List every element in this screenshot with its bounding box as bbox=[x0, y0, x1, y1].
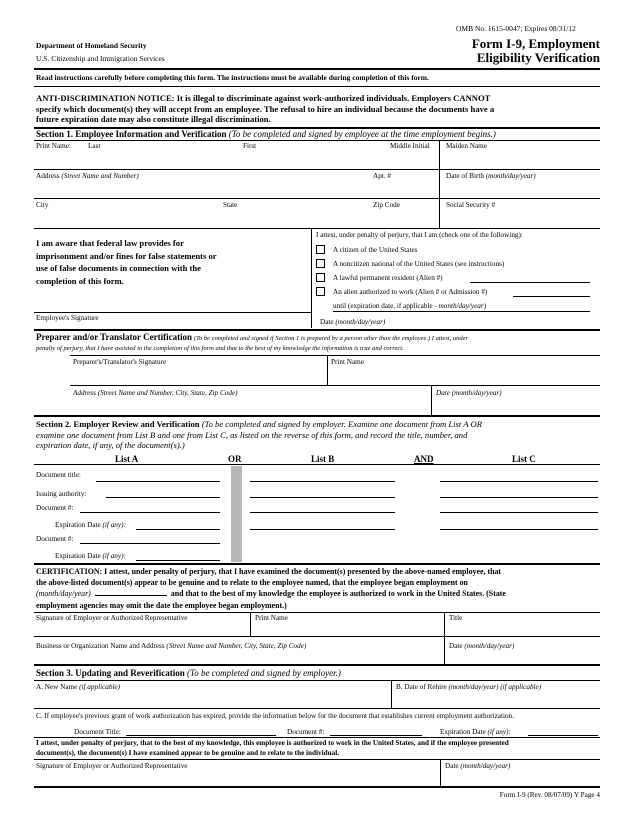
address-hint: (Street Name and Number) bbox=[61, 172, 139, 180]
reverify-signature-label: Signature of Employer or Authorized Representative bbox=[36, 762, 188, 770]
cert-divider bbox=[444, 612, 445, 664]
permanent-resident-label: A lawful permanent resident (Alien #) bbox=[333, 274, 443, 282]
employer-date-hint: (month/day/year) bbox=[464, 642, 515, 650]
aware-line3: use of false documents in connection with the bbox=[36, 263, 201, 274]
notice-lead: ANTI-DISCRIMINATION NOTICE: bbox=[36, 93, 175, 103]
employer-date-label bbox=[449, 642, 514, 650]
until-expiration bbox=[333, 302, 486, 310]
reverify-doc-number-line[interactable] bbox=[330, 735, 422, 736]
section2-subtitle3: expiration date, if any, of the document(s).) bbox=[36, 440, 185, 450]
section3-header bbox=[36, 668, 341, 678]
state-label: State bbox=[223, 201, 238, 209]
section3-attest-line2: document(s), the document(s) I have examined appear to be genuine and to relate to the individual. bbox=[36, 748, 340, 757]
exp-date2-label bbox=[55, 552, 126, 560]
list-b-heading: List B bbox=[311, 454, 335, 464]
preparer-header bbox=[36, 332, 602, 342]
dob-label bbox=[446, 172, 536, 180]
list-a-exp2-line[interactable] bbox=[136, 560, 220, 561]
preparer-signature-label: Preparer's/Translator's Signature bbox=[73, 358, 167, 366]
section3-divider bbox=[391, 680, 392, 708]
exp-date2-hint: (if any): bbox=[102, 552, 126, 560]
section3-title-rule bbox=[34, 680, 600, 681]
section3-divider bbox=[440, 759, 441, 786]
notice-line1: It is illegal to discriminate against work-authorized individuals. Employers CANNOT bbox=[174, 93, 491, 103]
rehire-date-text: B. Date of Rehire bbox=[396, 683, 447, 691]
row-rule bbox=[34, 169, 600, 170]
list-b-issuing-line[interactable] bbox=[250, 497, 395, 498]
certification-line1: CERTIFICATION: I attest, under penalty of perjury, that I have examined the document(s) presented by the above-named employee, that bbox=[36, 567, 502, 576]
attest-statement: I attest, under penalty of perjury, that I am (check one of the following): bbox=[316, 231, 523, 239]
admission-number-line[interactable] bbox=[513, 296, 590, 297]
preparer-rule bbox=[70, 385, 600, 386]
employer-date-text: Date bbox=[449, 642, 463, 650]
doc-number-label: Document #: bbox=[36, 504, 74, 512]
list-c-doc-number-line[interactable] bbox=[440, 512, 598, 513]
until-text: until (expiration date, if applicable - bbox=[333, 302, 439, 310]
notice-line3: future expiration date may also constitute illegal discrimination. bbox=[36, 114, 271, 124]
preparer-subtitle1: (To be completed and signed if Section 1 is prepared by a person other than the employee.) I attest, under bbox=[193, 335, 469, 342]
business-address-text: Business or Organization Name and Address bbox=[36, 642, 165, 650]
until-close: ) bbox=[483, 302, 487, 310]
ssn-label: Social Security # bbox=[446, 201, 496, 209]
employee-signature-label: Employee's Signature bbox=[36, 314, 99, 322]
employee-date-text: Date bbox=[320, 318, 334, 326]
business-address-hint: (Street Name and Number, City, State, Zip Code) bbox=[166, 642, 307, 650]
section2-title: Section 2. Employer Review and Verification bbox=[36, 419, 200, 429]
dob-label-text: Date of Birth bbox=[446, 172, 484, 180]
list-b-doc-title-line[interactable] bbox=[250, 481, 395, 482]
section3-rule bbox=[34, 737, 600, 738]
form-title-line1: Form I-9, Employment bbox=[471, 36, 600, 51]
middle-initial-label: Middle Initial bbox=[390, 142, 430, 150]
until-hint: month/day/year bbox=[438, 302, 484, 310]
aware-line1: I am aware that federal law provides for bbox=[36, 238, 184, 248]
list-a-issuing-line[interactable] bbox=[106, 497, 220, 498]
last-name-label: Last bbox=[88, 142, 101, 150]
header-divider bbox=[34, 68, 600, 70]
list-c-heading: List C bbox=[512, 454, 536, 464]
exp-date-text: Expiration Date bbox=[55, 521, 101, 529]
reverify-date-label bbox=[445, 762, 510, 770]
and-heading: AND bbox=[414, 454, 434, 464]
reverify-doc-title-label: Document Title: bbox=[74, 728, 121, 736]
rehire-date-label bbox=[396, 683, 541, 691]
section2-subtitle2: examine one document from List B and one from List C, as listed on the reverse of this form, and record the title, number, and bbox=[36, 429, 468, 440]
instructions-divider bbox=[34, 86, 600, 87]
exp-date2-text: Expiration Date bbox=[55, 552, 101, 560]
preparer-date-divider bbox=[431, 385, 432, 415]
certification-line3: and that to the best of my knowledge the employee is authorized to work in the United States. (State bbox=[170, 589, 506, 599]
preparer-subtitle2: penalty of perjury, that I have assisted in the completion of this form and that to the best of my knowledge the information is true and correct. bbox=[36, 345, 404, 352]
preparer-rule bbox=[70, 355, 600, 356]
attest-column-divider bbox=[311, 228, 312, 328]
section1-header bbox=[36, 129, 496, 139]
omb-number: OMB No. 1615-0047; Expires 08/31/12 bbox=[456, 24, 576, 33]
section2-header bbox=[36, 419, 602, 451]
cert-rule bbox=[34, 612, 600, 613]
awareness-statement bbox=[36, 237, 306, 287]
department-name: Department of Homeland Security bbox=[36, 41, 147, 50]
form-bottom-rule bbox=[34, 786, 600, 788]
citizen-checkbox[interactable] bbox=[316, 245, 325, 254]
print-name-label: Print Name: bbox=[36, 142, 71, 150]
noncitizen-national-checkbox[interactable] bbox=[316, 259, 325, 268]
list-a-exp-line[interactable] bbox=[136, 529, 220, 530]
aware-line4: completion of this form. bbox=[36, 275, 124, 286]
zip-label: Zip Code bbox=[373, 201, 400, 209]
maiden-name-input[interactable] bbox=[446, 154, 596, 168]
reverify-exp-text: Expiration Date bbox=[440, 728, 486, 736]
reverify-date-hint: (month/day/year) bbox=[460, 762, 511, 770]
rehire-date-hint: (month/day/year) (if applicable) bbox=[448, 683, 542, 691]
row-rule bbox=[34, 228, 600, 229]
list-separator-shade bbox=[231, 466, 242, 562]
section3-attest-line1: I attest, under penalty of perjury, that to the best of my knowledge, this employee is authorized to work in the United States, and if the employee presented bbox=[36, 739, 509, 747]
list-a-doc-number2-line[interactable] bbox=[80, 543, 220, 544]
preparer-divider bbox=[327, 355, 328, 385]
certification-text bbox=[36, 566, 602, 611]
cert-divider bbox=[250, 612, 251, 636]
preparer-top-rule bbox=[34, 329, 600, 331]
section3-title: Section 3. Updating and Reverification bbox=[36, 668, 185, 678]
list-c-issuing-line[interactable] bbox=[440, 497, 598, 498]
section3-subtitle: (To be completed and signed by employer.) bbox=[187, 668, 341, 678]
maiden-name-label: Maiden Name bbox=[446, 142, 487, 150]
alien-number-line[interactable] bbox=[470, 282, 590, 283]
form-title-line2: Eligibility Verification bbox=[476, 50, 600, 65]
last-name-input[interactable] bbox=[36, 154, 439, 168]
citizen-option-label: A citizen of the United States bbox=[333, 246, 418, 254]
section1-title-rule bbox=[34, 140, 600, 141]
dob-hint: (month/day/year) bbox=[485, 172, 536, 180]
new-name-hint: (if applicable) bbox=[79, 683, 121, 691]
alien-authorized-label: An alien authorized to work (Alien # or Admission #) bbox=[333, 288, 488, 296]
employer-print-name-label: Print Name bbox=[255, 614, 288, 622]
reverify-doc-title-line[interactable] bbox=[126, 735, 276, 736]
address-input[interactable] bbox=[36, 182, 366, 196]
certification-line4: employment agencies may omit the date the employee began employment.) bbox=[36, 600, 287, 610]
right-column-divider bbox=[439, 140, 440, 228]
anti-discrimination-notice bbox=[36, 93, 602, 125]
doc-title-label: Document title: bbox=[36, 471, 81, 479]
or-heading: OR bbox=[228, 454, 242, 464]
section3-top-rule bbox=[34, 664, 600, 666]
list-b-doc-number-line[interactable] bbox=[250, 512, 395, 513]
certification-date-hint: (month/day/year) bbox=[36, 589, 91, 599]
preparer-date-label: Date (month/day/year) bbox=[436, 389, 502, 397]
list-c-exp-line[interactable] bbox=[440, 529, 598, 530]
first-name-label: First bbox=[243, 142, 257, 150]
noncitizen-option-label: A noncitizen national of the United States (see instructions) bbox=[333, 260, 505, 268]
row-rule bbox=[34, 198, 600, 199]
section2-subtitle1: (To be completed and signed by employer. Examine one document from List A OR bbox=[199, 419, 482, 429]
reverify-exp-hint: (if any): bbox=[487, 728, 511, 736]
apt-label: Apt. # bbox=[373, 172, 391, 180]
employer-signature-label: Signature of Employer or Authorized Representative bbox=[36, 614, 188, 622]
business-address-label bbox=[36, 642, 306, 650]
permanent-resident-checkbox[interactable] bbox=[316, 273, 325, 282]
list-b-exp-line[interactable] bbox=[250, 529, 395, 530]
list-a-heading: List A bbox=[115, 454, 139, 464]
new-name-label bbox=[36, 683, 120, 691]
section3-rule bbox=[34, 759, 600, 760]
reverification-instruction: C. If employee's previous grant of work authorization has expired, provide the information below for the document that establishes current employment authorization. bbox=[36, 712, 514, 720]
expiration-line[interactable] bbox=[333, 311, 590, 312]
cert-rule bbox=[34, 636, 600, 637]
address-label-text: Address bbox=[36, 172, 60, 180]
employee-signature-input[interactable] bbox=[36, 298, 306, 311]
signature-rule bbox=[34, 312, 311, 313]
doc-number2-label: Document #: bbox=[36, 535, 74, 543]
address-label bbox=[36, 172, 139, 180]
new-name-text: A. New Name bbox=[36, 683, 78, 691]
exp-date-label bbox=[55, 521, 126, 529]
list-a-doc-title-line[interactable] bbox=[96, 481, 220, 482]
preparer-title: Preparer and/or Translator Certification bbox=[36, 332, 193, 342]
issuing-authority-label: Issuing authority: bbox=[36, 490, 87, 498]
section1-title: Section 1. Employee Information and Verification bbox=[36, 129, 227, 139]
section3-rule bbox=[34, 708, 600, 709]
section1-subtitle: (To be completed and signed by employee at the time employment begins.) bbox=[228, 129, 496, 139]
instructions-text: Read instructions carefully before completing this form. The instructions must be available during completion of this form. bbox=[36, 73, 429, 82]
reverify-exp-label bbox=[440, 728, 511, 736]
lists-rule bbox=[34, 464, 600, 465]
agency-name: U.S. Citizenship and Immigration Services bbox=[36, 54, 165, 63]
notice-line2: specify which document(s) they will accept from an employee. The refusal to hire an individual because the documents have a bbox=[36, 103, 495, 114]
employment-start-date-line[interactable] bbox=[95, 595, 167, 596]
aware-line2: imprisonment and/or fines for false statements or bbox=[36, 250, 217, 261]
city-label: City bbox=[36, 201, 49, 209]
employer-title-label: Title bbox=[449, 614, 463, 622]
reverify-date-text: Date bbox=[445, 762, 459, 770]
certification-line2: the above-listed document(s) appear to be genuine and to relate to the employee named, that the employee began employment on bbox=[36, 578, 468, 588]
certification-top-rule bbox=[34, 563, 600, 565]
list-a-doc-number-line[interactable] bbox=[80, 512, 220, 513]
employee-date-label bbox=[320, 318, 385, 326]
preparer-print-name-label: Print Name bbox=[331, 358, 364, 366]
alien-authorized-checkbox[interactable] bbox=[316, 287, 325, 296]
section3-attestation bbox=[36, 739, 602, 758]
list-c-doc-title-line[interactable] bbox=[440, 481, 598, 482]
employee-date-hint: (month/day/year) bbox=[335, 318, 386, 326]
section2-top-rule bbox=[34, 415, 600, 417]
reverify-exp-line[interactable] bbox=[528, 735, 598, 736]
reverify-doc-number-label: Document #: bbox=[287, 728, 325, 736]
form-footer: Form I-9 (Rev. 08/07/09) Y Page 4 bbox=[499, 791, 600, 799]
exp-date-hint: (if any): bbox=[102, 521, 126, 529]
preparer-address-label: Address (Street Name and Number, City, State, Zip Code) bbox=[73, 389, 238, 397]
